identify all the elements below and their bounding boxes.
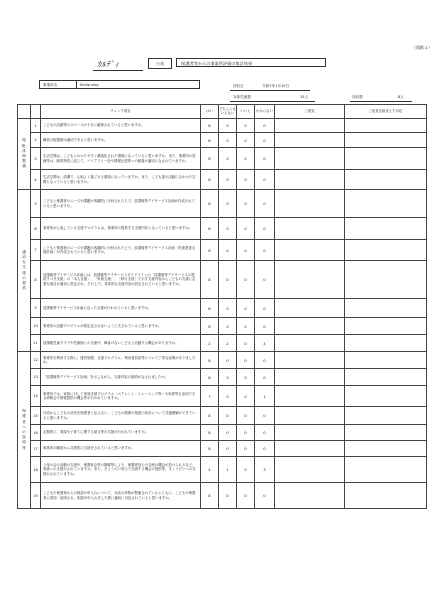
row-number: 9 [31,299,41,318]
header-unknown: わからない [255,105,275,119]
table-body [18,119,427,509]
neither-count: 0 [219,190,237,218]
row-number: 11 [31,335,41,352]
table-header-row [18,105,427,119]
response-cell [345,352,427,369]
header-neither: どちらともいえない [219,105,237,119]
response-cell [345,369,427,386]
unknown-count: 0 [255,441,275,457]
collected-count-value: 8人 [398,95,404,99]
target-count-value: 15人 [300,95,309,99]
unknown-count: 0 [255,425,275,441]
unknown-count: 0 [255,483,275,509]
document-label: （別紙４） [412,45,432,50]
page-title: 保護者等からの事業所評価の集計結果 [176,58,326,67]
response-cell [345,407,427,425]
section-label [18,119,31,190]
header-number [31,105,41,119]
opinion-cell [275,352,345,369]
check-item-text: 生活空間は、こどもにわかりやすく構造化された環境になっていると思いますか。また、事業所の設備等は、障害特性に応じて、バリアフリー化や情報伝達等への配慮が適切になされていますか。 [41,148,201,170]
no-count: 0 [237,148,255,170]
yes-count: 8 [201,148,219,170]
business-name-value: Smile sing [80,83,99,87]
unknown-count: 0 [255,119,275,133]
unknown-count: 4 [255,335,275,352]
opinion-cell [275,133,345,148]
yes-count: 8 [201,441,219,457]
header-check-item: チェック項目 [41,105,201,119]
row-number: 3 [31,148,41,170]
opinion-cell [275,218,345,240]
section-label-text: 適切な支援の提供 [22,249,26,291]
response-cell [345,119,427,133]
response-cell [345,261,427,299]
check-item-text: 日頃からこどもの状況を保護者と伝え合い、こどもの健康や発達の状況について共通理解ができていると思いますか。 [41,407,201,425]
business-name-row [39,80,200,89]
table-row [18,261,427,299]
no-count: 0 [237,299,255,318]
neither-count: 0 [219,240,237,261]
neither-count: 0 [219,483,237,509]
no-count: 0 [237,218,255,240]
row-number: 2 [31,133,41,148]
response-cell [345,148,427,170]
no-count: 0 [237,369,255,386]
check-item-text: 放課後等デイサービス計画に沿った支援が行われていると思いますか。 [41,299,201,318]
response-cell [345,240,427,261]
unknown-count: 3 [255,457,275,483]
check-item-text: 生活空間は、清潔で、心地よく過ごせる環境になっていますか。また、こども達の活動に合わせた空間となっていると思いますか。 [41,170,201,190]
opinion-cell [275,369,345,386]
check-item-text: 父母の会の活動の支援や、保護者会等の開催等により、保護者同士の交流の機会が設けられるなど、家族への支援がされていますか。また、きょうだい同士で交流する機会の提供等、きょうだいへの支援がされていますか。 [41,457,201,483]
response-cell [345,483,427,509]
table-row [18,483,427,509]
yes-count: 2 [201,335,219,352]
neither-count: 2 [219,335,237,352]
no-count: 0 [237,190,255,218]
yes-count: 8 [201,407,219,425]
business-name-label: 事業所名 [40,81,77,89]
row-number: 8 [31,261,41,299]
unknown-count: 1 [255,386,275,407]
response-cell [345,335,427,352]
opinion-cell [275,483,345,509]
unknown-count: 0 [255,190,275,218]
table-row [18,335,427,352]
yes-count: 7 [201,386,219,407]
no-count: 0 [237,119,255,133]
opinion-cell [275,441,345,457]
yes-count: 8 [201,318,219,335]
row-number: 12 [31,352,41,369]
row-number: 13 [31,369,41,386]
check-item-text: 事業所では、家族に対して家族支援プログラム（ペアレント・トレーニング等）や家族等も参加できる研修会や情報提供の機会等が行われていますか。 [41,386,201,407]
opinion-cell [275,261,345,299]
opinion-cell [275,335,345,352]
opinion-cell [275,240,345,261]
table-row [18,386,427,407]
neither-count: 0 [219,261,237,299]
response-cell [345,441,427,457]
neither-count: 0 [219,148,237,170]
check-item-text: 職員の配置数は適切であると思いますか。 [41,133,201,148]
collected-count-label: 回収数 [352,95,363,99]
check-item-text: 事業所を利用する際に、運営規程、支援プログラム、利用者負担等について丁寧な説明がありましたか。 [41,352,201,369]
neither-count: 0 [219,352,237,369]
table-row [18,318,427,335]
neither-count: 0 [219,318,237,335]
check-item-text: 放課後等デイサービス計画には、放課後等デイサービスガイドラインの「放課後等デイサービスの提供すべき支援」の「本人支援」、「家族支援」、「移行支援」で示す支援内容からこどもの支援に必要な項目が適切に設定され、その上で、具体的な支援内容が設定されていると思いますか。 [41,261,201,299]
unknown-count: 0 [255,369,275,386]
no-count: 0 [237,261,255,299]
opinion-cell [275,119,345,133]
check-item-text: 事業所の職員から共感的に支援をされていると思いますか。 [41,441,201,457]
unknown-count: 0 [255,407,275,425]
response-cell [345,218,427,240]
header-section [18,105,31,119]
header-yes: はい [201,105,219,119]
opinion-cell [275,170,345,190]
table-row [18,119,427,133]
response-cell [345,170,427,190]
unknown-count: 0 [255,299,275,318]
no-count: 0 [237,457,255,483]
neither-count: 0 [219,119,237,133]
neither-count: 0 [219,133,237,148]
target-count-label: 対象児童数 [233,95,251,99]
neither-count: 0 [219,407,237,425]
response-cell [345,386,427,407]
check-item-text: こどもや保護者からの相談や申入れについて、対応の体制が整備されているとともに、こどもや保護者に周知・説明され、相談や申入れをした際に適切に対応されていると思いますか。 [41,483,201,509]
no-count: 0 [237,386,255,407]
response-cell [345,133,427,148]
logo-underline [93,70,143,71]
no-count: 0 [237,425,255,441]
opinion-cell [275,318,345,335]
section-label [18,352,31,509]
row-number: 6 [31,218,41,240]
neither-count: 0 [219,369,237,386]
no-count: 0 [237,352,255,369]
unknown-count: 0 [255,218,275,240]
opinion-cell [275,407,345,425]
response-cell [345,318,427,335]
row-number: 1 [31,119,41,133]
yes-count: 8 [201,190,219,218]
unknown-count: 0 [255,148,275,170]
section-label-text: 保護者への説明等 [22,409,26,450]
yes-count: 8 [201,352,219,369]
yes-count: 8 [201,240,219,261]
neither-count: 0 [219,299,237,318]
row-number: 18 [31,457,41,483]
opinion-cell [275,190,345,218]
section-label [18,190,31,352]
logo-text: ｶﾙﾃﾞｨ [97,60,119,69]
opinion-cell [275,148,345,170]
table-row [18,240,427,261]
target-count-underline [230,101,315,102]
response-cell [345,425,427,441]
yes-count: 8 [201,218,219,240]
opinion-cell [275,457,345,483]
yes-count: 8 [201,299,219,318]
table-row [18,170,427,190]
yes-count: 8 [201,483,219,509]
response-cell [345,190,427,218]
neither-count: 0 [219,441,237,457]
check-item-text: 事業所が公表している支援プログラムは、事業所の提供する支援内容と合っていると思いますか。 [41,218,201,240]
check-item-text: こどもと保護者のニーズや課題が客観的に分析された上で、放課後等デイサービス計画が作成されていると思いますか。 [41,190,201,218]
unknown-count: 0 [255,261,275,299]
row-number: 16 [31,425,41,441]
date-label: 回収日 [233,84,244,88]
row-number: 10 [31,318,41,335]
no-count: 0 [237,407,255,425]
no-count: 0 [237,441,255,457]
no-count: 0 [237,170,255,190]
no-count: 0 [237,335,255,352]
row-number: 19 [31,483,41,509]
neither-count: 0 [219,170,237,190]
table-row [18,148,427,170]
opinion-cell [275,299,345,318]
unknown-count: 0 [255,133,275,148]
neither-count: 0 [219,218,237,240]
no-count: 0 [237,133,255,148]
yes-count: 8 [201,119,219,133]
publish-label: 公表 [148,58,172,69]
handwritten-logo [93,59,143,72]
neither-count: 1 [219,457,237,483]
row-number: 15 [31,407,41,425]
check-item-text: 放課後児童クラブや児童館との交流や、障害のないこどもと活動する機会がありますか。 [41,335,201,352]
yes-count: 8 [201,425,219,441]
table-row [18,407,427,425]
no-count: 0 [237,318,255,335]
evaluation-table [17,104,427,509]
response-cell [345,299,427,318]
unknown-count: 0 [255,352,275,369]
neither-count: 0 [219,425,237,441]
header-response: ご意見を踏まえた対応 [345,105,427,119]
table-row [18,299,427,318]
date-underline [230,90,310,91]
collected-count-underline [350,101,412,102]
table-row [18,190,427,218]
table-row [18,133,427,148]
yes-count: 8 [201,369,219,386]
yes-count: 8 [201,170,219,190]
section-label-text: 環境・体制整備 [21,138,29,169]
yes-count: 8 [201,261,219,299]
check-item-text: 事業所の活動プログラムが固定化されないよう工夫されていると思いますか。 [41,318,201,335]
row-number: 14 [31,386,41,407]
row-number: 5 [31,190,41,218]
yes-count: 4 [201,457,219,483]
opinion-cell [275,386,345,407]
unknown-count: 0 [255,318,275,335]
response-cell [345,457,427,483]
header-no: いいえ [237,105,255,119]
table-row [18,369,427,386]
table-row [18,457,427,483]
no-count: 0 [237,483,255,509]
row-number: 7 [31,240,41,261]
table-row [18,425,427,441]
row-number: 4 [31,170,41,190]
unknown-count: 0 [255,240,275,261]
check-item-text: こどもと保護者のニーズや課題が客観的に分析された上で、放課後等デイサービス計画（児童発達支援計画）が作成されていると思いますか。 [41,240,201,261]
date-value: 令和7年1月10日 [262,84,290,88]
table-row [18,352,427,369]
neither-count: 0 [219,386,237,407]
check-item-text: 定期的に、面談や子育てに関する助言等の支援が行われていますか。 [41,425,201,441]
row-number: 17 [31,441,41,457]
check-item-text: 「放課後等デイサービス計画」を示しながら、支援内容の説明がなされましたか。 [41,369,201,386]
table-row [18,218,427,240]
unknown-count: 0 [255,170,275,190]
no-count: 0 [237,240,255,261]
table-row [18,441,427,457]
header-opinion: ご意見 [275,105,345,119]
yes-count: 8 [201,133,219,148]
opinion-cell [275,425,345,441]
check-item-text: こどもの活動等のスペースが十分に確保されていると思いますか。 [41,119,201,133]
